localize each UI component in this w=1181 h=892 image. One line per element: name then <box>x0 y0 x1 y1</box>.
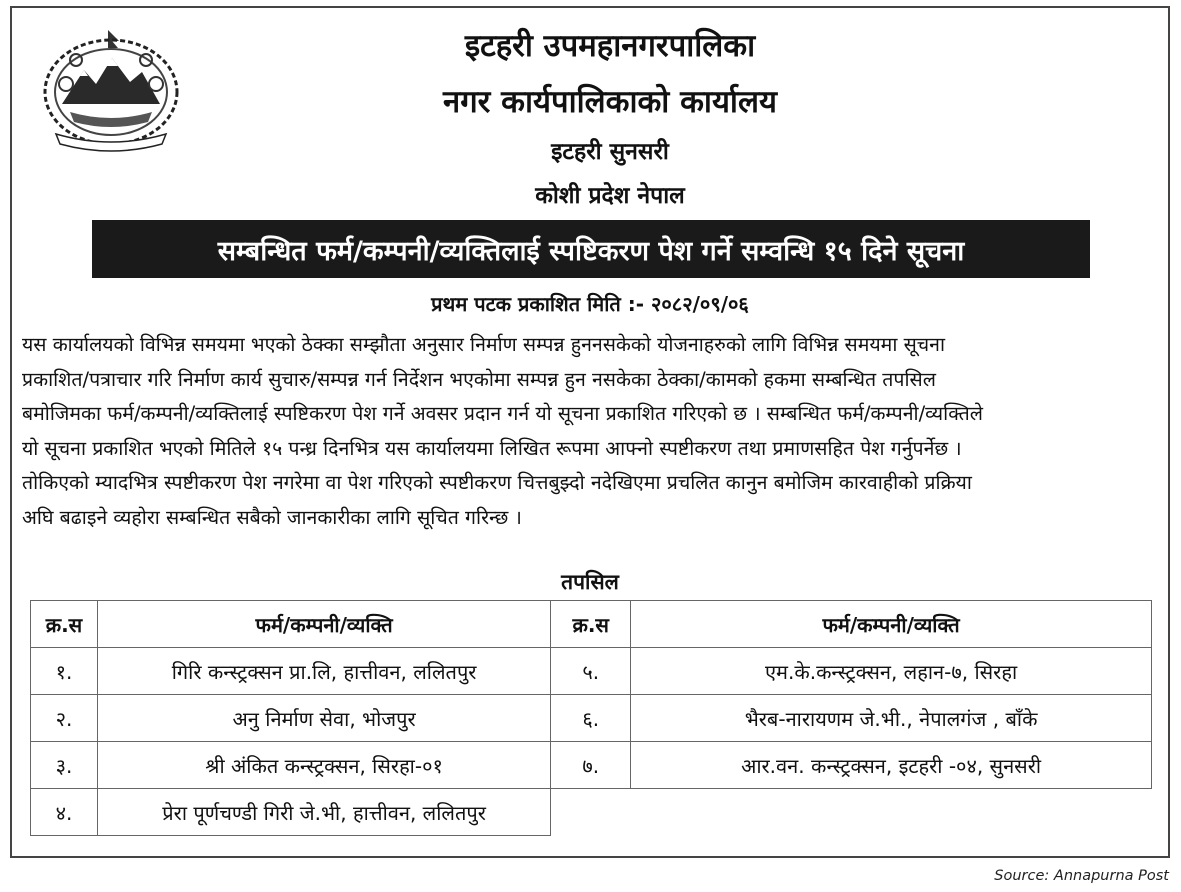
firm-name: प्रेरा पूर्णचण्डी गिरी जे.भी, हात्तीवन, ललितपुर <box>97 789 550 836</box>
office-location: इटहरी सुनसरी <box>551 139 669 165</box>
office-subtitle: नगर कार्यपालिकाको कार्यालय <box>443 84 777 120</box>
firm-name: अनु निर्माण सेवा, भोजपुर <box>97 695 550 742</box>
office-province: कोशी प्रदेश नेपाल <box>535 183 685 209</box>
table-row <box>31 789 1152 836</box>
column-header-sn: क्र.स <box>31 601 98 648</box>
serial-number: ७. <box>551 742 631 789</box>
firm-table <box>30 600 1152 836</box>
serial-number: ३. <box>31 742 98 789</box>
serial-number: १. <box>31 648 98 695</box>
empty-cell <box>631 789 1152 836</box>
table-row <box>31 695 1152 742</box>
table-row <box>31 648 1152 695</box>
notice-line: यस कार्यालयको विभिन्न समयमा भएको ठेक्का सम्झौता अनुसार निर्माण सम्पन्न हुननसकेको योजनाहरुको लागि विभिन्न समयमा सूचना <box>22 333 946 356</box>
table-header-row <box>31 601 1152 648</box>
table-row <box>31 742 1152 789</box>
empty-cell <box>551 789 631 836</box>
serial-number: ५. <box>551 648 631 695</box>
column-header-name: फर्म/कम्पनी/व्यक्ति <box>97 601 550 648</box>
serial-number: ६. <box>551 695 631 742</box>
schedule-heading: तपसिल <box>561 570 619 594</box>
column-header-name: फर्म/कम्पनी/व्यक्ति <box>631 601 1152 648</box>
nepal-government-emblem-icon <box>36 26 186 154</box>
notice-line: प्रकाशित/पत्राचार गरि निर्माण कार्य सुचारु/सम्पन्न गर्न निर्देशन भएकोमा सम्पन्न हुन नसकेका ठेक्का/कामको हकमा सम्बन्धित तपसिल <box>22 367 936 391</box>
notice-title: सम्बन्धित फर्म/कम्पनी/व्यक्तिलाई स्पष्टिकरण पेश गर्ने सम्वन्धि १५ दिने सूचना <box>92 220 1090 278</box>
serial-number: २. <box>31 695 98 742</box>
firm-name: गिरि कन्स्ट्रक्सन प्रा.लि, हात्तीवन, ललितपुर <box>97 648 550 695</box>
serial-number: ४. <box>31 789 98 836</box>
notice-line: अघि बढाइने व्यहोरा सम्बन्धित सबैको जानकारीका लागि सूचित गरिन्छ । <box>22 505 522 529</box>
firm-name: श्री अंकित कन्स्ट्रक्सन, सिरहा-०१ <box>97 742 550 789</box>
column-header-sn: क्र.स <box>551 601 631 648</box>
notice-line: बमोजिमका फर्म/कम्पनी/व्यक्तिलाई स्पष्टिकरण पेश गर्ने अवसर प्रदान गर्न यो सूचना प्रकाशित गरिएको छ । सम्बन्धित फर्म/कम्पनी/व्यक्तिले <box>22 402 983 425</box>
firm-name: आर.वन. कन्स्ट्रक्सन, इटहरी -०४, सुनसरी <box>631 742 1152 789</box>
notice-line: तोकिएको म्यादभित्र स्पष्टीकरण पेश नगरेमा वा पेश गरिएको स्पष्टीकरण चित्तबुझ्दो नदेखिएमा प्रचलित कानुन बमोजिम कारवाहीको प्रक्रिया <box>22 471 972 494</box>
notice-line: यो सूचना प्रकाशित भएको मितिले १५ पन्ध्र दिनभित्र यस कार्यालयमा लिखित रूपमा आफ्नो स्पष्टीकरण तथा प्रमाणसहित पेश गर्नुपर्नेछ । <box>22 436 962 460</box>
firm-name: भैरब-नारायणम जे.भी., नेपालगंज , बाँके <box>631 695 1152 742</box>
notice-body <box>22 328 1160 535</box>
source-credit: Source: Annapurna Post <box>994 868 1169 884</box>
publication-date: प्रथम पटक प्रकाशित मिति :- २०८२/०९/०६ <box>431 292 749 316</box>
office-name: इटहरी उपमहानगरपालिका <box>464 28 756 64</box>
firm-name: एम.के.कन्स्ट्रक्सन, लहान-७, सिरहा <box>631 648 1152 695</box>
